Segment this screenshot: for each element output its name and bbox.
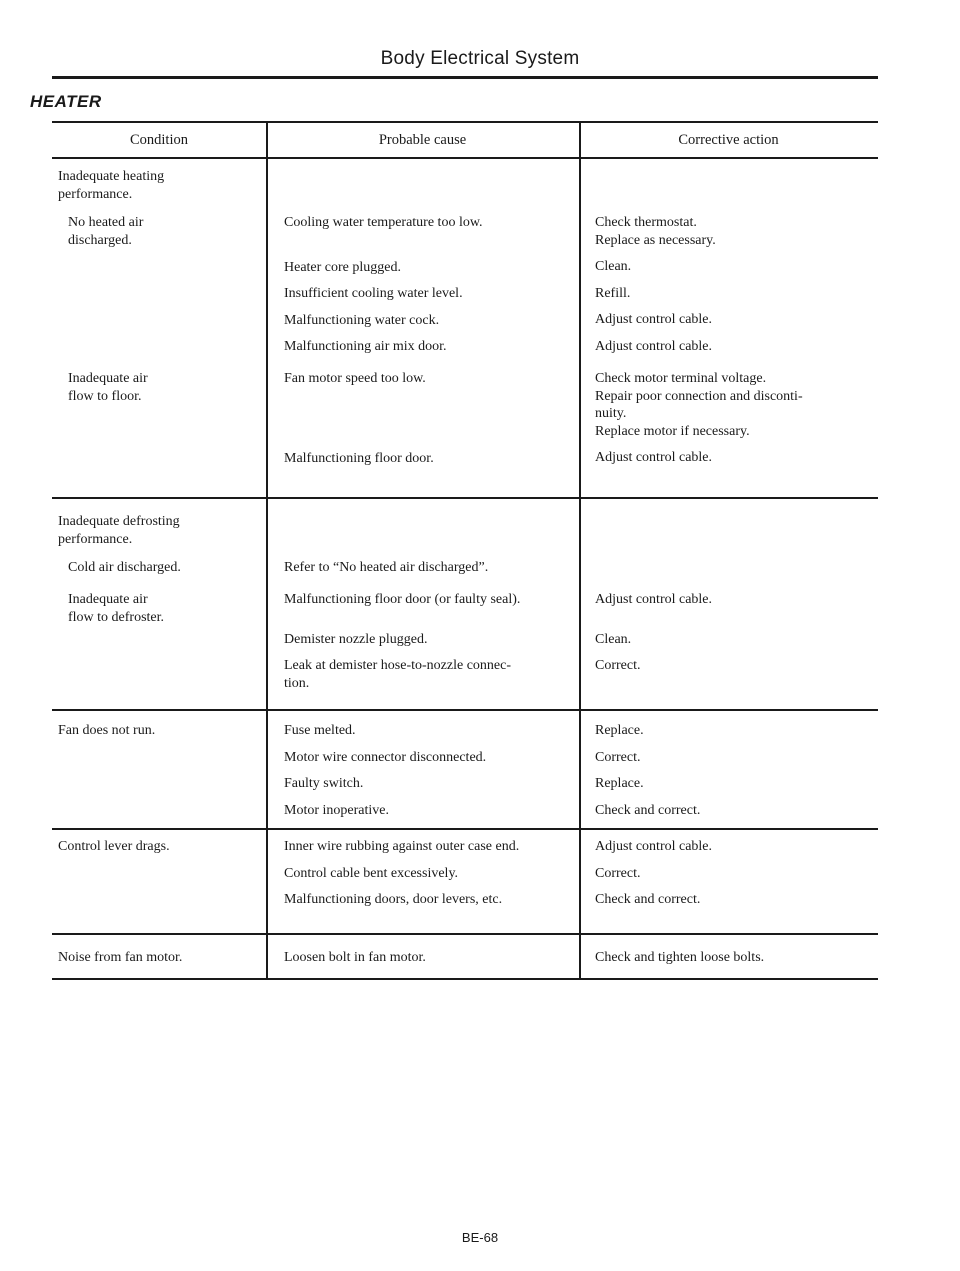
row-heading: Inadequate heating performance. — [58, 169, 165, 202]
table-bottom-rule — [52, 978, 878, 980]
row-separator — [52, 933, 878, 935]
row-separator — [52, 709, 878, 711]
row-separator — [52, 497, 878, 499]
action-cell: Check motor terminal voltage. Repair poor connection and disconti- nuity. Replace motor if necessary. Adjust control cable. — [595, 371, 803, 465]
page-header-title: Body Electrical System — [380, 48, 580, 69]
column-header-cause: Probable cause — [378, 132, 467, 148]
condition-cell: Fan does not run. — [58, 723, 156, 738]
section-title: HEATER — [30, 92, 102, 111]
cause-cell: Inner wire rubbing against outer case end. Control cable bent excessively. Malfunctioning doors, door levers, etc. — [284, 839, 520, 907]
cause-cell: Malfunctioning floor door (or faulty seal). Demister nozzle plugged. Leak at demister hose-to-nozzle connec- tion. — [284, 592, 521, 691]
page-number: BE-68 — [461, 1230, 499, 1245]
condition-cell: Noise from fan motor. — [58, 950, 183, 965]
condition-cell: Inadequate air flow to floor. — [68, 371, 148, 404]
cause-cell: Cooling water temperature too low. Heater core plugged. Insufficient cooling water level. Malfunctioning water cock. Malfunctioning air mix door. — [284, 215, 483, 354]
condition-cell: No heated air discharged. — [68, 215, 144, 248]
cause-cell: Refer to “No heated air discharged”. — [284, 560, 489, 575]
condition-cell: Control lever drags. — [58, 839, 170, 854]
column-header-action: Corrective action — [678, 132, 779, 148]
action-cell: Check thermostat. Replace as necessary. Clean. Refill. Adjust control cable. Adjust control cable. — [595, 215, 716, 354]
column-header-condition: Condition — [129, 132, 188, 148]
table-header-rule — [52, 157, 878, 159]
cause-cell: Loosen bolt in fan motor. — [284, 950, 426, 965]
row-separator — [52, 828, 878, 830]
action-cell: Adjust control cable. Clean. Correct. — [595, 592, 713, 673]
column-divider-1 — [266, 121, 268, 980]
action-cell: Adjust control cable. Correct. Check and correct. — [595, 839, 713, 907]
cause-cell: Fan motor speed too low. Malfunctioning floor door. — [284, 371, 434, 466]
action-cell: Replace. Correct. Replace. Check and correct. — [595, 723, 701, 818]
action-cell: Check and tighten loose bolts. — [595, 950, 765, 965]
column-divider-2 — [579, 121, 581, 980]
condition-cell: Cold air discharged. — [68, 560, 181, 575]
condition-cell: Inadequate air flow to defroster. — [68, 592, 165, 625]
table-top-rule — [52, 121, 878, 123]
header-rule — [52, 76, 878, 79]
row-heading: Inadequate defrosting performance. — [58, 514, 180, 547]
cause-cell: Fuse melted. Motor wire connector disconnected. Faulty switch. Motor inoperative. — [284, 723, 487, 818]
